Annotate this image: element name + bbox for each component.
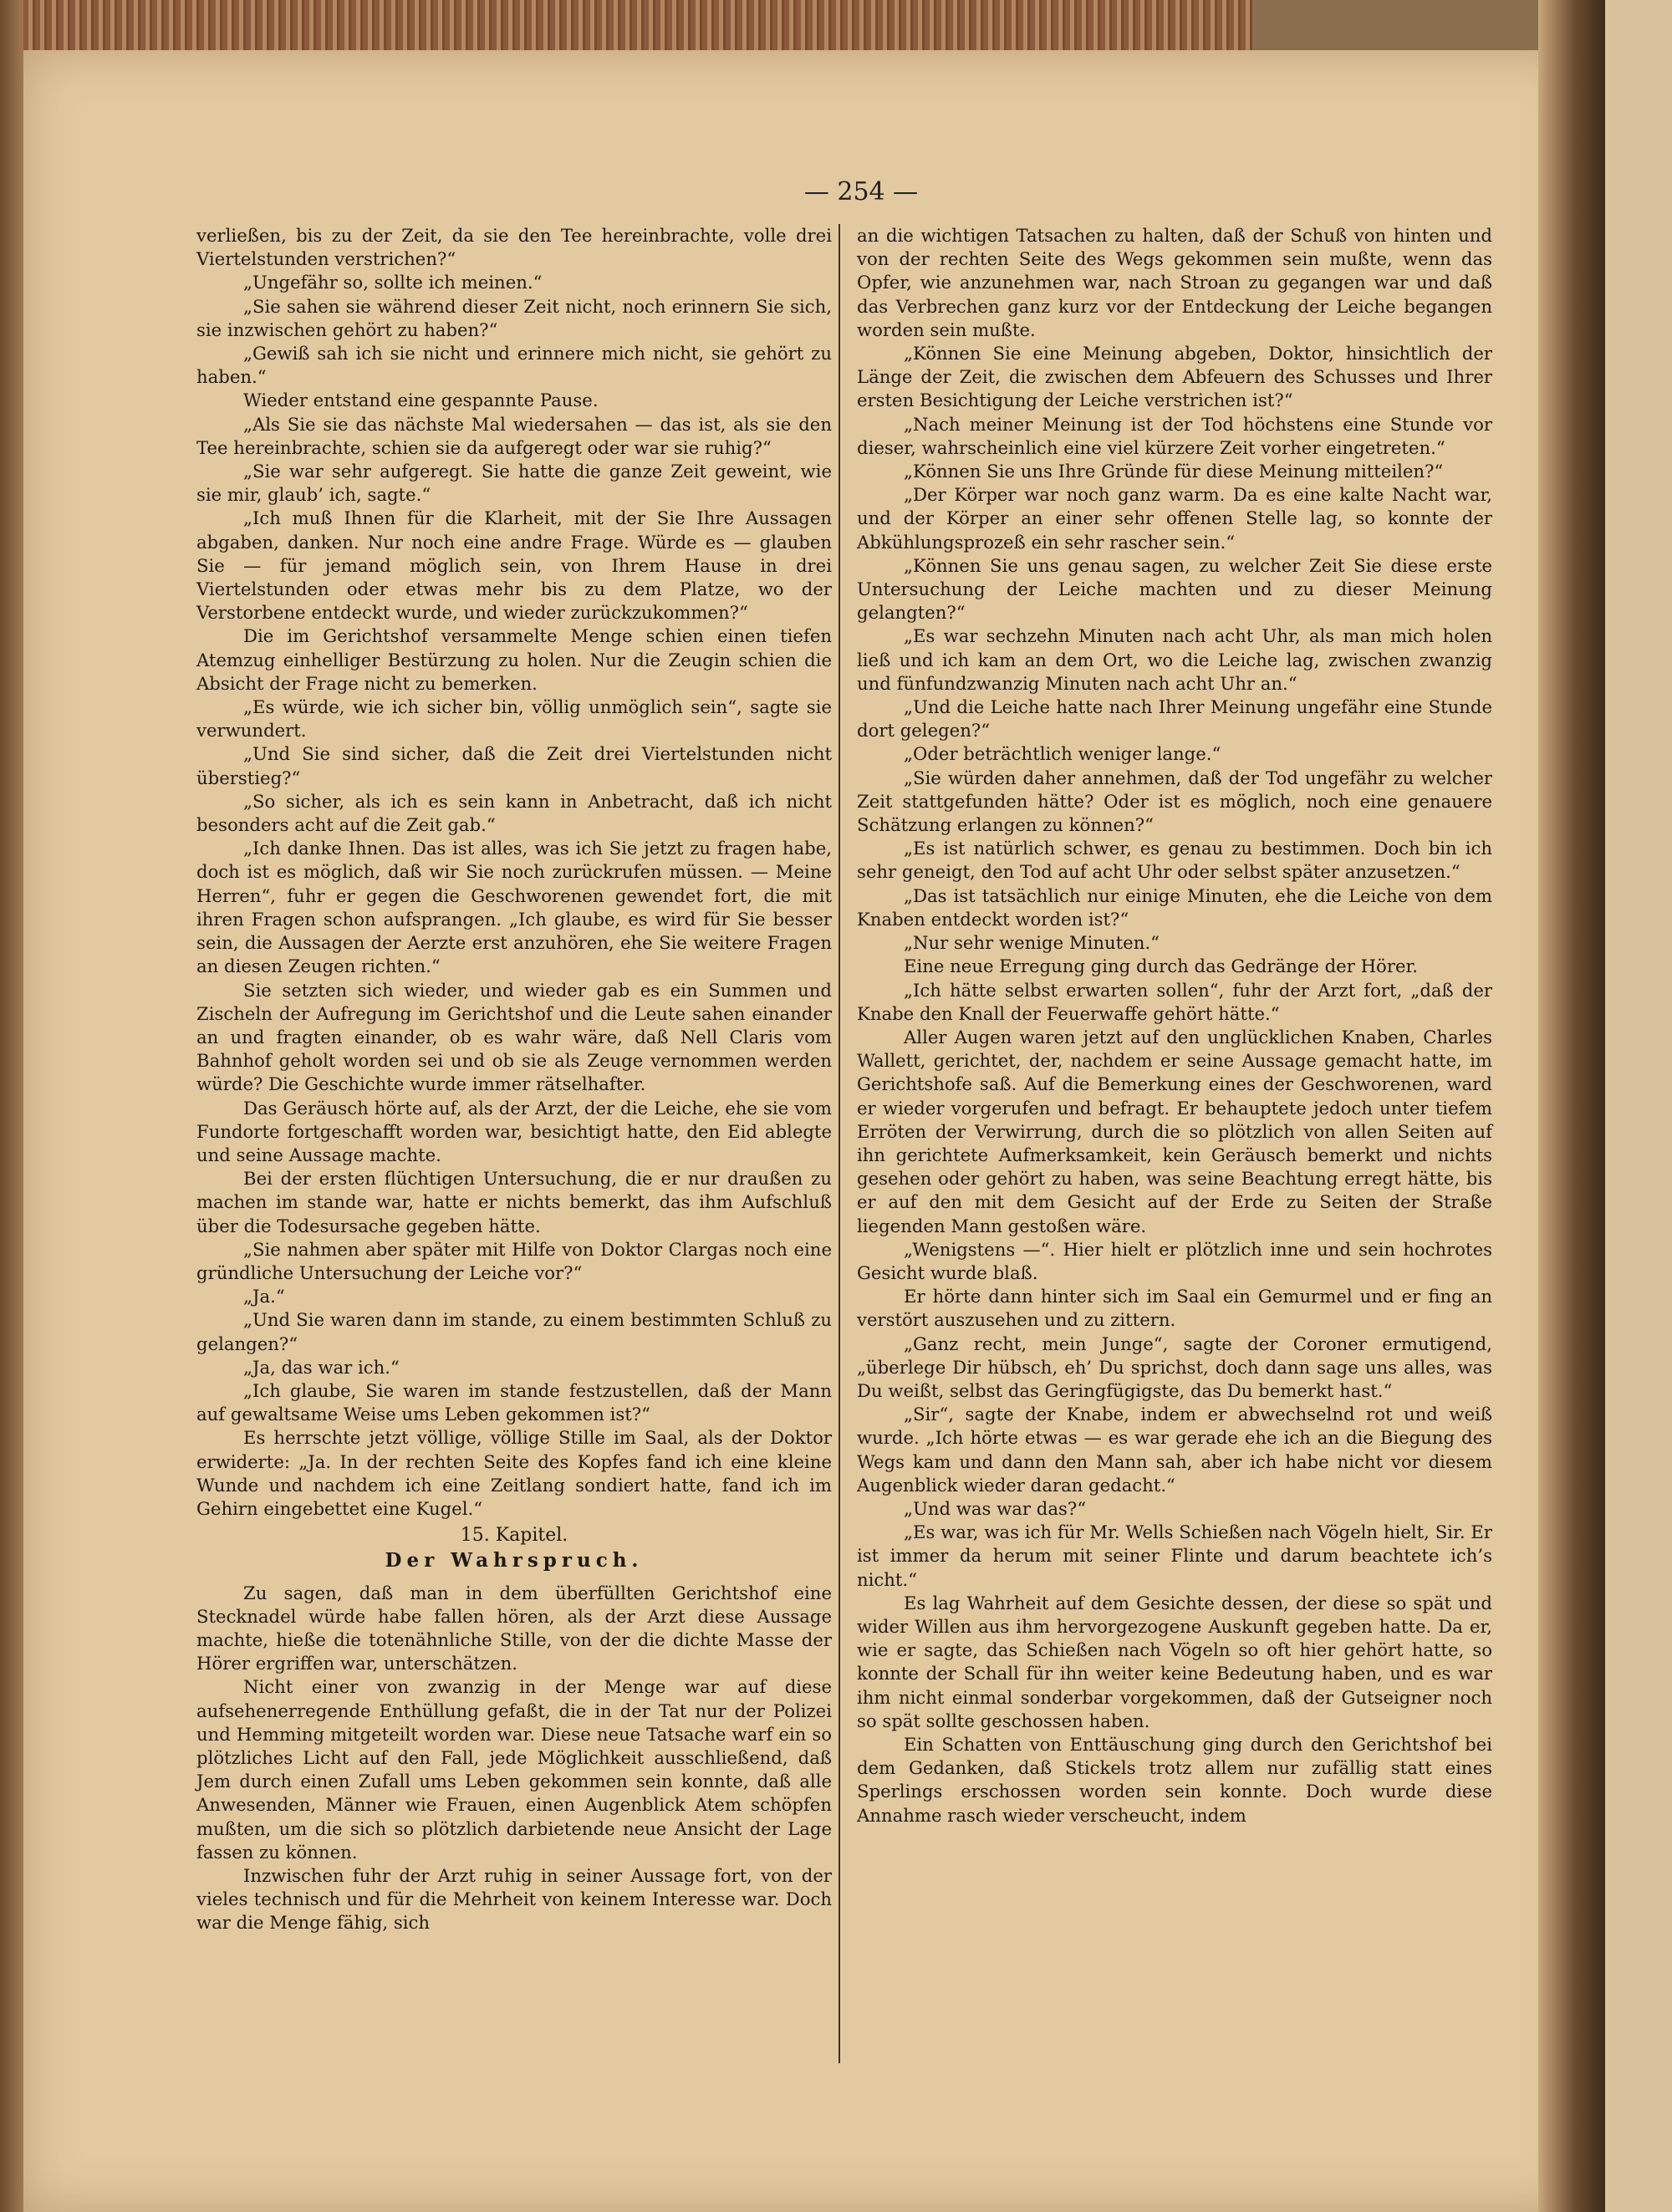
left-column [196, 224, 832, 1935]
paragraph: Es herrschte jetzt völlige, völlige Stille im Saal, als der Doktor erwiderte: „Ja. In der rechten Seite des Kopfes fand ich eine kleine Wunde und nachdem ich eine Zeitlang sondiert hatte, fand ich im Gehirn eingebettet eine Kugel.“ [196, 1427, 832, 1519]
paragraph: Es lag Wahrheit auf dem Gesichte dessen, der diese so spät und wider Willen aus ihm hervorgezogene Auskunft gegeben hatte. Da er, wie er sagte, das Schießen nach Vögeln so oft hier gehört hatte, so konnte der Schall für ihn weiter keine Bedeutung haben, und es war ihm nicht einmal sonderbar vorgekommen, daß der Gutseigner noch so spät sollte geschossen haben. [857, 1592, 1492, 1731]
paragraph: „Ich danke Ihnen. Das ist alles, was ich Sie jetzt zu fragen habe, doch ist es möglich, daß wir Sie noch zurückrufen müssen. — Meine Herren“, fuhr er gegen die Geschworenen gewendet fort, die mit ihren Fragen schon aufsprangen. „Ich glaube, es wird für Sie besser sein, die Aussagen der Aerzte erst anzuhören, ehe Sie weitere Fragen an diesen Zeugen richten.“ [196, 838, 832, 977]
paragraph: Inzwischen fuhr der Arzt ruhig in seiner Aussage fort, von der vieles technisch und für die Mehrheit von keinem Interesse war. Doch war die Menge fähig, sich [196, 1865, 832, 1934]
paragraph: Ein Schatten von Enttäuschung ging durch den Gerichtshof bei dem Gedanken, daß Stickels trotz allem nur zufällig statt eines Sperlings erschossen worden sein konnte. Doch wurde diese Annahme rasch wieder verscheucht, indem [857, 1734, 1492, 1826]
paragraph: „Ja.“ [243, 1286, 285, 1307]
paragraph: Wieder entstand eine gespannte Pause. [243, 390, 599, 411]
paragraph: „Es würde, wie ich sicher bin, völlig unmöglich sein“, sagte sie verwundert. [196, 696, 832, 742]
paragraph: „Es ist natürlich schwer, es genau zu bestimmen. Doch bin ich sehr geneigt, den Tod auf acht Uhr oder selbst später anzusetzen.“ [857, 838, 1492, 883]
paragraph: „Wenigstens —“. Hier hielt er plötzlich inne und sein hochrotes Gesicht wurde blaß. [857, 1238, 1492, 1283]
paragraph: „So sicher, als ich es sein kann in Anbetracht, daß ich nicht besonders acht auf die Zeit gab.“ [196, 790, 832, 836]
paragraph: Er hörte dann hinter sich im Saal ein Gemurmel und er fing an verstört auszusehen und zu zittern. [857, 1286, 1492, 1331]
paragraph: „Sie würden daher annehmen, daß der Tod ungefähr zu welcher Zeit stattgefunden hätte? Oder ist es möglich, noch eine genauere Schätzung erlangen zu können?“ [857, 767, 1492, 836]
book-edge [0, 0, 23, 2212]
paragraph: „Ich glaube, Sie waren im stande festzustellen, daß der Mann auf gewaltsame Weise ums Leben gekommen ist?“ [196, 1379, 832, 1425]
paragraph: „Der Körper war noch ganz warm. Da es eine kalte Nacht war, und der Körper an einer sehr offenen Stelle lag, so konnte der Abkühlungsprozeß ein sehr rascher sein.“ [857, 484, 1492, 553]
paragraph: Nicht einer von zwanzig in der Menge war auf diese aufsehenerregende Enthüllung gefaßt, die in der Tat nur der Polizei und Hemming mitgeteilt worden war. Diese neue Tatsache warf ein so plötzliches Licht auf den Fall, jede Möglichkeit ausschließend, daß Jem durch einen Zufall ums Leben gekommen sein konnte, daß alle Anwesenden, Männer wie Frauen, einen Augenblick Atem schöpfen mußten, um die sich so plötzlich darbietende neue Ansicht der Lage fassen zu können. [196, 1676, 832, 1863]
paragraph: „Als Sie sie das nächste Mal wiedersahen — das ist, als sie den Tee hereinbrachte, schien sie da aufgeregt oder war sie ruhig?“ [196, 413, 832, 458]
paragraph: „Ganz recht, mein Junge“, sagte der Coroner ermutigend, „überlege Dir hübsch, eh’ Du sprichst, doch dann sage uns alles, was Du weißt, selbst das Geringfügigste, das Du bemerkt hast.“ [857, 1333, 1492, 1401]
paragraph: „Können Sie uns genau sagen, zu welcher Zeit Sie diese erste Untersuchung der Leiche machten und zu dieser Meinung gelangten?“ [857, 554, 1492, 624]
paragraph: Sie setzten sich wieder, und wieder gab es ein Summen und Zischeln der Aufregung im Gerichtshof und die Leute sahen einander an und fragten einander, ob es wahr wäre, daß Nell Claris vom Bahnhof geholt worden sei und ob sie als Zeuge vernommen werden würde? Die Geschichte wurde immer rätselhafter. [196, 979, 832, 1095]
paragraph: an die wichtigen Tatsachen zu halten, daß der Schuß von hinten und von der rechten Seite des Wegs gekommen sein mußte, wenn das Opfer, wie anzunehmen war, nach Stroan zu gegangen war und daß das Verbrechen ganz kurz vor der Entdeckung der Leiche begangen worden sein mußte. [857, 225, 1492, 340]
paragraph: „Können Sie eine Meinung abgeben, Doktor, hinsichtlich der Länge der Zeit, die zwischen dem Abfeuern des Schusses und Ihrer ersten Besichtigung der Leiche verstrichen ist?“ [857, 343, 1492, 411]
paragraph: „Sie war sehr aufgeregt. Sie hatte die ganze Zeit geweint, wie sie mir, glaub’ ich, sagte.“ [196, 461, 832, 506]
paragraph: „Und Sie sind sicher, daß die Zeit drei Viertelstunden nicht überstieg?“ [196, 743, 832, 788]
chapter-number: 15. Kapitel. [460, 1525, 568, 1547]
paragraph: „Sie sahen sie während dieser Zeit nicht, noch erinnern Sie sich, sie inzwischen gehört zu haben?“ [196, 295, 832, 340]
paragraph: verließen, bis zu der Zeit, da sie den Tee hereinbrachte, volle drei Viertelstunden verstrichen?“ [196, 225, 832, 270]
paragraph: Aller Augen waren jetzt auf den unglücklichen Knaben, Charles Wallett, gerichtet, der, nachdem er seine Aussage gemacht hatte, im Gerichtshofe saß. Auf die Bemerkung eines der Geschworenen, ward er wieder vorgerufen und befragt. Er behauptete jedoch unter tiefem Erröten der Verwirrung, durch die so plötzlich von allen Seiten auf ihn gerichtete Aufmerksamkeit, kein Geräusch bemerkt und nichts gesehen oder gehört zu haben, was seine Beachtung erregt hätte, bis er auf den mit dem Gesicht auf der Erde zu Seiten der Straße liegenden Mann gestoßen wäre. [857, 1026, 1492, 1236]
paragraph: Bei der ersten flüchtigen Untersuchung, die er nur draußen zu machen im stande war, hatte er nichts bemerkt, das ihm Aufschluß über die Todesursache gegeben hätte. [196, 1168, 832, 1236]
column-divider [839, 224, 840, 2063]
paragraph: Die im Gerichtshof versammelte Menge schien einen tiefen Atemzug einhelliger Bestürzung zu holen. Nur die Zeugin schien die Absicht der Frage nicht zu bemerken. [196, 625, 832, 694]
paragraph: „Sie nahmen aber später mit Hilfe von Doktor Clargas noch eine gründliche Untersuchung der Leiche vor?“ [196, 1238, 832, 1283]
paragraph: „Ich hätte selbst erwarten sollen“, fuhr der Arzt fort, „daß der Knabe den Knall der Feuerwaffe gehört hätte.“ [857, 979, 1492, 1024]
right-column [857, 224, 1492, 1827]
paragraph: „Und die Leiche hatte nach Ihrer Meinung ungefähr eine Stunde dort gelegen?“ [857, 696, 1492, 742]
page-number: — 254 — [803, 177, 919, 206]
page-gutter [1538, 0, 1605, 2212]
paragraph: Zu sagen, daß man in dem überfüllten Gerichtshof eine Stecknadel würde habe fallen hören, als der Arzt diese Aussage machte, hieße die totenähnliche Stille, von der die dichte Masse der Hörer ergriffen war, unterschätzen. [196, 1582, 832, 1674]
paragraph: „Und Sie waren dann im stande, zu einem bestimmten Schluß zu gelangen?“ [196, 1309, 832, 1354]
paragraph: „Nur sehr wenige Minuten.“ [904, 932, 1160, 954]
paragraph: „Nach meiner Meinung ist der Tod höchstens eine Stunde vor dieser, wahrscheinlich eine viel kürzere Zeit vorher eingetreten.“ [857, 413, 1492, 458]
paragraph: Das Geräusch hörte auf, als der Arzt, der die Leiche, ehe sie vom Fundorte fortgeschafft worden war, besichtigt hatte, den Eid ablegte und seine Aussage machte. [196, 1097, 832, 1165]
paragraph: „Sir“, sagte der Knabe, indem er abwechselnd rot und weiß wurde. „Ich hörte etwas — es war gerade ehe ich an die Biegung des Wegs kam und dann den Mann sah, aber ich habe nicht vor diesem Augenblick wieder daran gedacht.“ [857, 1404, 1492, 1496]
paragraph: „Ich muß Ihnen für die Klarheit, mit der Sie Ihre Aussagen abgaben, danken. Nur noch eine andre Frage. Würde es — glauben Sie — für jemand möglich sein, von Ihrem Hause in drei Viertelstunden oder etwas mehr bis zu dem Platze, wo der Verstorbene entdeckt wurde, und wieder zurückzukommen?“ [196, 507, 832, 624]
paragraph: „Ja, das war ich.“ [243, 1356, 400, 1378]
paragraph: „Gewiß sah ich sie nicht und erinnere mich nicht, sie gehört zu haben.“ [196, 343, 832, 388]
paragraph: „Es war, was ich für Mr. Wells Schießen nach Vögeln hielt, Sir. Er ist immer da herum mit seiner Flinte und darum beachtete ich’s nicht.“ [857, 1521, 1492, 1590]
paragraph: „Und was war das?“ [904, 1497, 1087, 1519]
paragraph: Eine neue Erregung ging durch das Gedränge der Hörer. [904, 956, 1419, 977]
adjacent-page [1605, 0, 1672, 2212]
chapter-title: Der Wahrspruch. [385, 1549, 644, 1572]
paragraph: „Das ist tatsächlich nur einige Minuten, ehe die Leiche von dem Knaben entdeckt worden ist?“ [857, 884, 1492, 930]
paragraph: „Es war sechzehn Minuten nach acht Uhr, als man mich holen ließ und ich kam an dem Ort, wo die Leiche lag, zwischen zwanzig und fünfundzwanzig Minuten nach acht Uhr an.“ [857, 625, 1492, 694]
paragraph: „Können Sie uns Ihre Gründe für diese Meinung mitteilen?“ [904, 461, 1444, 482]
paragraph: „Oder beträchtlich weniger lange.“ [904, 743, 1221, 765]
paragraph: „Ungefähr so, sollte ich meinen.“ [243, 272, 543, 293]
